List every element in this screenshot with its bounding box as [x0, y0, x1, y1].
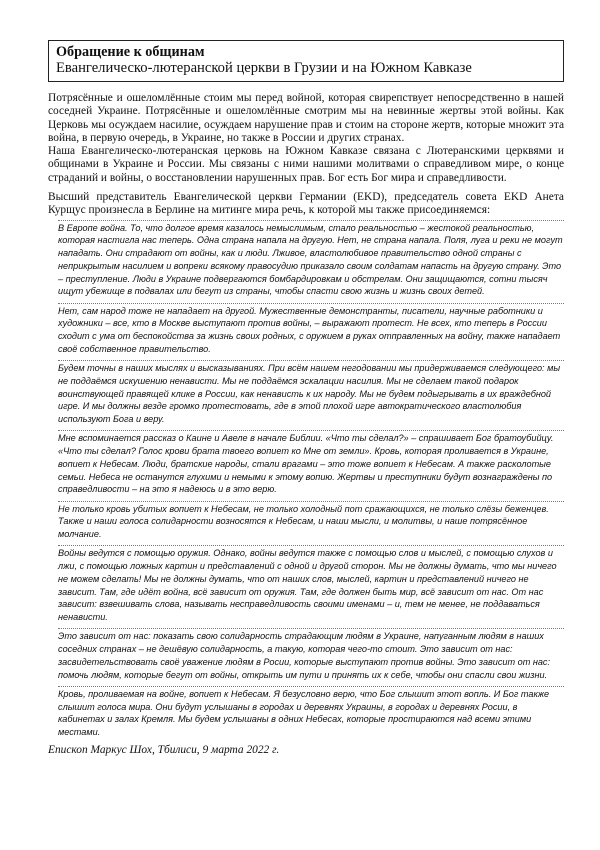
quote-paragraph: Будем точны в наших мыслях и высказываниях. При всём нашем негодовании мы придерживаемся следующего: мы не поддаёмся искушению ненависти. Мы не поддаёмся эскалации насилия. Мы не сделаем такой подарок воинствующей правящей клике в России, как ненависть к их народу. Мы не будем подыгрывать в их враждебной игре. И мы должны везде громко протестовать, где в этой плохой игре автократического властолюбия используют Бога и веру. — [58, 363, 561, 425]
ekd-intro-section — [48, 191, 564, 218]
page-title: Обращение к общинам — [56, 44, 205, 60]
quote-paragraph: Это зависит от нас: показать свою солидарность страдающим людям в Украине, напуганным людям в наших соседних странах – не дешёвую солидарность, а такую, которая чего-то стоит. Это зависит от нас: засвидетельствовать своё уважение людям в Росии, которые выступают против войны. Это зависит от нас: помочь людям, которые бегут от войны, открыть им пути и принять их к себе, чтобы они спасли свои жизни. — [58, 631, 551, 680]
dotted-divider — [58, 220, 564, 221]
intro-paragraph: Наша Евангелическо-лютеранская церковь на Южном Кавказе связана с Лютеранскими церквями и общинами в Украине и России. Мы связаны с ними нашими молитвами о справедливом мире, о конце страданий и войны, о восстановлении нарушенных прав. Бог есть Бог мира и справедливости. — [48, 145, 564, 184]
dotted-divider — [58, 501, 564, 502]
quote-paragraph: Войны ведутся с помощью оружия. Однако, войны ведутся также с помощью слов и мыслей, с помощью слухов и лжи, с помощью ложных картин и представлений с одной и другой сторон. Мы не должны думать, что мы ничего не можем сделать! Мы не должны думать, что от наших слов, мыслей, картин и представлений ничего не зависит. Там, где идёт война, всё зависит от оружия. Там, где должен быть мир, всё зависит от нас. От нас зависит: взвешивать слова, называть несправедливость своими именами – и, тем не менее, не поддаваться ненависти. — [58, 548, 557, 623]
signature-line: Епископ Маркус Шох, Тбилиси, 9 марта 2022 г. — [48, 744, 280, 757]
header-box — [48, 40, 564, 82]
dotted-divider — [58, 360, 564, 361]
quote-paragraph: В Европе война. То, что долгое время казалось немыслимым, стало реальностью – жестокой реальностью, которая настигла нас теперь. Одна страна напала на другую. Нет, не страна напала. Поля, луга и реки не могут нападать. Они страдают от войны, как и люди. Лживое, властолюбивое правительство одной страны с неприкрытым насилием и вопреки всякому правосудию приказало своим солдатам напасть на другую страну. Это – преступление. Люди в Украине подвергаются бомбардировкам и обстрелам. Они защищаются, сотни тысяч ищут убежище в подвалах или бегут из страны, чтобы спасти свою жизнь и жизнь своих детей. — [58, 222, 563, 297]
dotted-divider — [58, 628, 564, 629]
ekd-intro-paragraph: Высший представитель Евангелической церкви Германии (EKD), председатель совета EKD Анета Курщус произнесла в Берлине на митинге мира речь, к которой мы также присоединяемся: — [48, 191, 564, 217]
quote-paragraph: Не только кровь убитых вопиет к Небесам, не только холодный пот сражающихся, не только слёзы беженцев. Также и наши голоса солидарности возносятся к Небесам, и наши мысли, и молитвы, и наше потрясённое молчание. — [58, 503, 549, 540]
quote-paragraph: Нет, сам народ тоже не нападает на другой. Мужественные демонстранты, писатели, научные работники и художники – все, кто в Москве выступают против войны, – выражают протест. Не всех, кто теперь в России сходит с ума от беспокойства за жизнь своих родных, с оружием в руках отправленных на войну, также нападает своё собственное правительство. — [58, 305, 561, 354]
quote-paragraph: Кровь, проливаемая на войне, вопиет к Небесам. Я безусловно верю, что Бог слышит этот вопль. И Бог также слышит голоса мира. Они будут услышаны в городах и деревнях Украины, в городах и деревнях Росии, в кабинетах и залах Кремля. Мы будем услышаны в одних Небесах, которые простираются над всеми этими местами. — [58, 688, 550, 738]
dotted-divider — [58, 545, 564, 546]
intro-section — [48, 92, 564, 185]
document-page — [48, 40, 564, 757]
intro-paragraph: Потрясённые и ошеломлённые стоим мы перед войной, которая свирепствует непосредственно в нашей соседней Украине. Потрясённые и ошеломлённые смотрим мы на невинные жертвы этой войны. Как Церковь мы осуждаем насилие, осуждаем нарушение прав и стоим на стороне жертв, которые множит эта война, в первую очередь, в Украине, но также в России и других странах. — [48, 92, 564, 144]
dotted-divider — [58, 430, 564, 431]
dotted-divider — [58, 303, 564, 304]
page-subtitle: Евангелическо-лютеранской церкви в Грузии и на Южном Кавказе — [56, 60, 472, 76]
quote-paragraph: Мне вспоминается рассказ о Каине и Авеле в начале Библии. «Что ты сделал?» – спрашивает Бог братоубийцу. «Что ты сделал? Голос крови брата твоего вопиет ко Мне от земли». Кровь, которая проливается в Украине, вопиет к Небесам. Люди, братские народы, стали врагами – это тоже вопиет к Небесам. А также расколотые семьи. Небеса не останутся глухими и немыми к этому вопию. Жертвы и преступники будут вознаграждены по справедливости – на это я надеюсь и в это верю. — [58, 433, 554, 495]
speech-quote — [58, 220, 564, 739]
dotted-divider — [58, 686, 564, 687]
